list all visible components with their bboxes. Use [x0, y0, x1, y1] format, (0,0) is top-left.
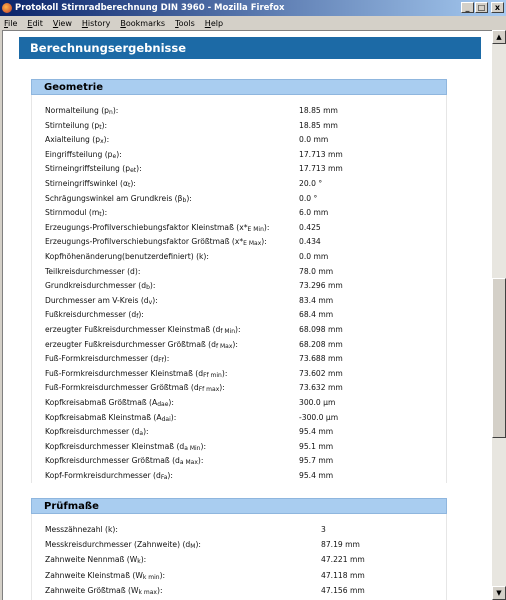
window-controls	[461, 2, 504, 13]
section-header-pruefmasse: Prüfmaße	[31, 498, 447, 514]
result-label: Kopfkreisdurchmesser Kleinstmaß $(d_{a Min})$:	[45, 441, 207, 452]
scrollbar-thumb[interactable]	[492, 278, 506, 438]
result-row	[45, 427, 465, 442]
scroll-up-icon[interactable]: ▲	[492, 30, 506, 44]
result-value: -300.0 µm	[299, 412, 339, 422]
result-label: Kopfkreisdurchmesser $(d_a)$:	[45, 427, 149, 438]
menu-bookmarks[interactable]: Bookmarks	[120, 18, 166, 28]
result-row	[45, 310, 465, 325]
result-label: Fuß-Formkreisdurchmesser Kleinstmaß $(d_{Ff min})$:	[45, 368, 228, 379]
result-row	[45, 267, 465, 282]
result-value: 6.0 mm	[299, 208, 329, 218]
result-label: Durchmesser am V-Kreis $(d_v)$:	[45, 295, 158, 306]
result-label: Zahnweite Nennmaß $(W_k)$:	[45, 555, 147, 566]
result-value: 73.296 mm	[299, 281, 343, 291]
result-label: Zahnweite Größtmaß $(W_{k max})$:	[45, 585, 163, 596]
result-value: 300.0 µm	[299, 398, 336, 407]
result-value: 73.688 mm	[299, 354, 343, 364]
result-value: 95.4 mm	[299, 471, 334, 480]
result-value: 87.19 mm	[321, 540, 360, 550]
result-label: Kopfkreisabmaß Größtmaß $(A_{dae})$:	[45, 398, 174, 408]
result-value: 68.4 mm	[299, 310, 334, 320]
menu-view[interactable]: View	[52, 18, 72, 28]
result-value: 95.4 mm	[299, 427, 334, 437]
result-row	[45, 525, 465, 540]
result-value: 78.0 mm	[299, 266, 334, 276]
result-value: 17.713 mm	[299, 149, 343, 159]
result-value: 0.0 mm	[299, 135, 329, 145]
result-row	[45, 135, 465, 150]
result-row	[45, 555, 465, 570]
result-row	[45, 442, 465, 457]
page-content	[2, 30, 492, 600]
vertical-scrollbar[interactable]	[492, 30, 506, 600]
result-label: Fußkreisdurchmesser $(d_f)$:	[45, 310, 144, 321]
menu-history[interactable]: History	[81, 18, 111, 28]
result-row	[45, 325, 465, 340]
result-label: Stirnteilung $(p_t)$:	[45, 120, 108, 131]
result-row	[45, 150, 465, 165]
title-bar[interactable]	[0, 0, 506, 16]
firefox-icon	[2, 3, 12, 13]
result-label: Fuß-Formkreisdurchmesser Größtmaß $(d_{Ff max})$:	[45, 383, 225, 394]
result-row	[45, 237, 465, 252]
result-value: 47.221 mm	[321, 555, 365, 565]
menu-bar	[0, 16, 506, 30]
result-value: 73.632 mm	[299, 383, 343, 393]
result-row	[45, 223, 465, 238]
menu-file[interactable]: File	[4, 18, 18, 28]
close-button[interactable]: x	[491, 2, 504, 13]
result-value: 18.85 mm	[299, 120, 338, 130]
menu-tools[interactable]: Tools	[175, 18, 195, 28]
result-label: Schrägungswinkel am Grundkreis $(\beta_b)$:	[45, 193, 192, 204]
page-title: Berechnungsergebnisse	[19, 37, 481, 59]
result-row	[45, 252, 465, 267]
minimize-button[interactable]: _	[461, 2, 474, 13]
result-value: 68.208 mm	[299, 339, 343, 349]
result-row	[45, 340, 465, 355]
result-label: Messkreisdurchmesser (Zahnweite) $(d_M)$:	[45, 540, 201, 551]
result-label: Zahnweite Kleinstmaß $(W_{k min})$:	[45, 570, 166, 581]
menu-edit[interactable]: Edit	[27, 18, 43, 28]
result-row	[45, 540, 465, 555]
result-row	[45, 354, 465, 369]
menu-help[interactable]: Help	[204, 18, 224, 28]
result-value: 17.713 mm	[299, 164, 343, 174]
result-value: 18.85 mm	[299, 106, 338, 115]
result-row	[45, 164, 465, 179]
result-label: Erzeugungs-Profilverschiebungsfaktor Größtmaß $(x*_{E Max})$:	[45, 237, 267, 248]
window-title: Protokoll Stirnradberechnung DIN 3960 - Mozilla Firefox	[15, 3, 285, 13]
result-value: 47.156 mm	[321, 585, 365, 595]
result-label: Messzähnezahl (k):	[45, 525, 118, 534]
result-row	[45, 456, 465, 471]
result-label: Stirnmodul $(m_t)$:	[45, 208, 108, 219]
result-label: Erzeugungs-Profilverschiebungsfaktor Kleinstmaß $(x*_{E Min})$:	[45, 222, 270, 233]
result-value: 95.7 mm	[299, 456, 334, 466]
result-label: Stirneingriffsteilung $(p_{et})$:	[45, 164, 142, 175]
result-value: 3	[321, 525, 326, 534]
result-label: Axialteilung $(p_x)$:	[45, 135, 110, 146]
result-row	[45, 179, 465, 194]
result-label: Eingriffsteilung $(p_e)$:	[45, 149, 122, 160]
result-row	[45, 194, 465, 209]
result-label: Teilkreisdurchmesser (d):	[45, 266, 141, 276]
result-row	[45, 121, 465, 136]
result-value: 95.1 mm	[299, 441, 334, 451]
result-row	[45, 296, 465, 311]
result-row	[45, 398, 465, 413]
result-row	[45, 586, 465, 600]
result-label: Kopfkreisabmaß Kleinstmaß $(A_{dai})$:	[45, 412, 177, 423]
result-value: 73.602 mm	[299, 368, 343, 378]
result-label: Fuß-Formkreisdurchmesser $(d_{Ff})$:	[45, 354, 170, 365]
scroll-down-icon[interactable]: ▼	[492, 586, 506, 600]
result-row	[45, 413, 465, 428]
result-row	[45, 106, 465, 121]
result-value: 20.0 °	[299, 179, 323, 188]
result-value: 0.0 °	[299, 193, 318, 203]
result-value: 68.098 mm	[299, 325, 343, 334]
result-value: 83.4 mm	[299, 295, 334, 305]
result-value: 0.0 mm	[299, 252, 329, 261]
result-label: Kopf-Formkreisdurchmesser $(d_{Fa})$:	[45, 471, 173, 481]
result-label: Kopfkreisdurchmesser Größtmaß $(d_{a Max})$:	[45, 456, 204, 467]
result-row	[45, 369, 465, 384]
result-value: 0.425	[299, 222, 321, 232]
result-label: erzeugter Fußkreisdurchmesser Größtmaß $(d_{f Max})$:	[45, 339, 238, 350]
result-row	[45, 208, 465, 223]
result-row	[45, 471, 465, 486]
result-label: Stirneingriffswinkel $(\alpha_t)$:	[45, 179, 136, 189]
result-label: Normalteilung $(p_n)$:	[45, 106, 119, 116]
section-header-geometrie: Geometrie	[31, 79, 447, 95]
result-value: 47.118 mm	[321, 570, 365, 580]
result-label: Kopfhöhenänderung(benutzerdefiniert) (k):	[45, 252, 209, 261]
result-row	[45, 571, 465, 586]
result-row	[45, 281, 465, 296]
result-label: Grundkreisdurchmesser $(d_b)$:	[45, 281, 156, 292]
maximize-button[interactable]: □	[475, 2, 488, 13]
result-row	[45, 383, 465, 398]
result-label: erzeugter Fußkreisdurchmesser Kleinstmaß $(d_{f Min})$:	[45, 325, 241, 335]
result-value: 0.434	[299, 237, 321, 247]
